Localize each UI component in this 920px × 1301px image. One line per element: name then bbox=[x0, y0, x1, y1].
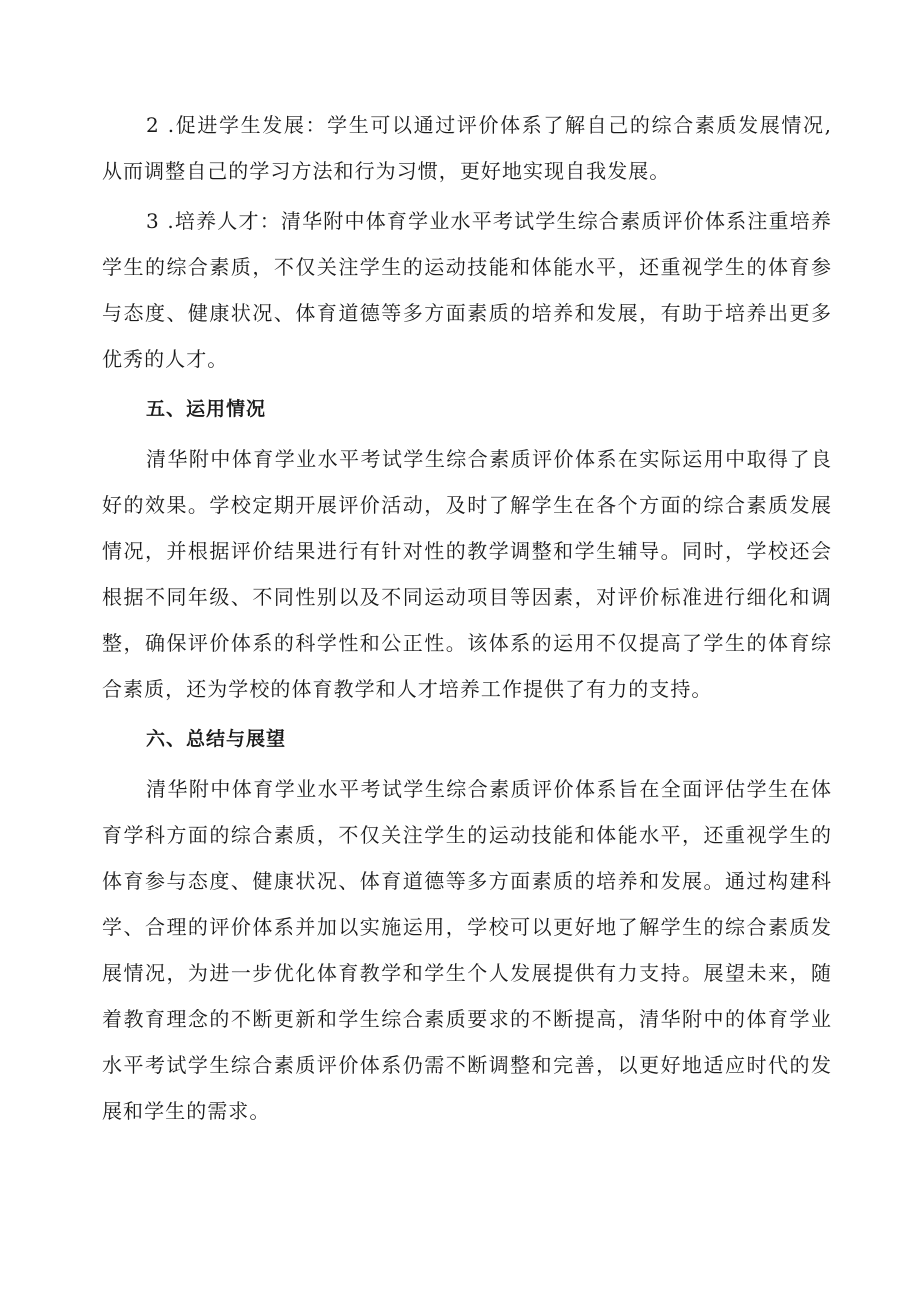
paragraph-cultivate-talent: 3 .培养人才：清华附中体育学业水平考试学生综合素质评价体系注重培养学生的综合素质，不仅关注学生的运动技能和体能水平，还重视学生的体育参与态度、健康状况、体育道德等多方面素质的培养和发展，有助于培养出更多优秀的人才。 bbox=[102, 209, 832, 371]
paragraph-application: 清华附中体育学业水平考试学生综合素质评价体系在实际运用中取得了良好的效果。学校定期开展评价活动，及时了解学生在各个方面的综合素质发展情况，并根据评价结果进行有针对性的教学调整和学生辅导。同时，学校还会根据不同年级、不同性别以及不同运动项目等因素，对评价标准进行细化和调整，确保评价体系的科学性和公正性。该体系的运用不仅提高了学生的体育综合素质，还为学校的体育教学和人才培养工作提供了有力的支持。 bbox=[102, 447, 832, 701]
section-heading-summary: 六、总结与展望 bbox=[146, 728, 287, 750]
paragraph-summary: 清华附中体育学业水平考试学生综合素质评价体系旨在全面评估学生在体育学科方面的综合素质，不仅关注学生的运动技能和体能水平，还重视学生的体育参与态度、健康状况、体育道德等多方面素质的培养和发展。通过构建科学、合理的评价体系并加以实施运用，学校可以更好地了解学生的综合素质发展情况，为进一步优化体育教学和学生个人发展提供有力支持。展望未来，随着教育理念的不断更新和学生综合素质要求的不断提高，清华附中的体育学业水平考试学生综合素质评价体系仍需不断调整和完善，以更好地适应时代的发展和学生的需求。 bbox=[102, 777, 832, 1123]
document-body bbox=[102, 102, 832, 1134]
paragraph-promote-development: 2 .促进学生发展：学生可以通过评价体系了解自己的综合素质发展情况,从而调整自己的学习方法和行为习惯，更好地实现自我发展。 bbox=[102, 113, 832, 183]
section-heading-application: 五、运用情况 bbox=[146, 398, 267, 420]
